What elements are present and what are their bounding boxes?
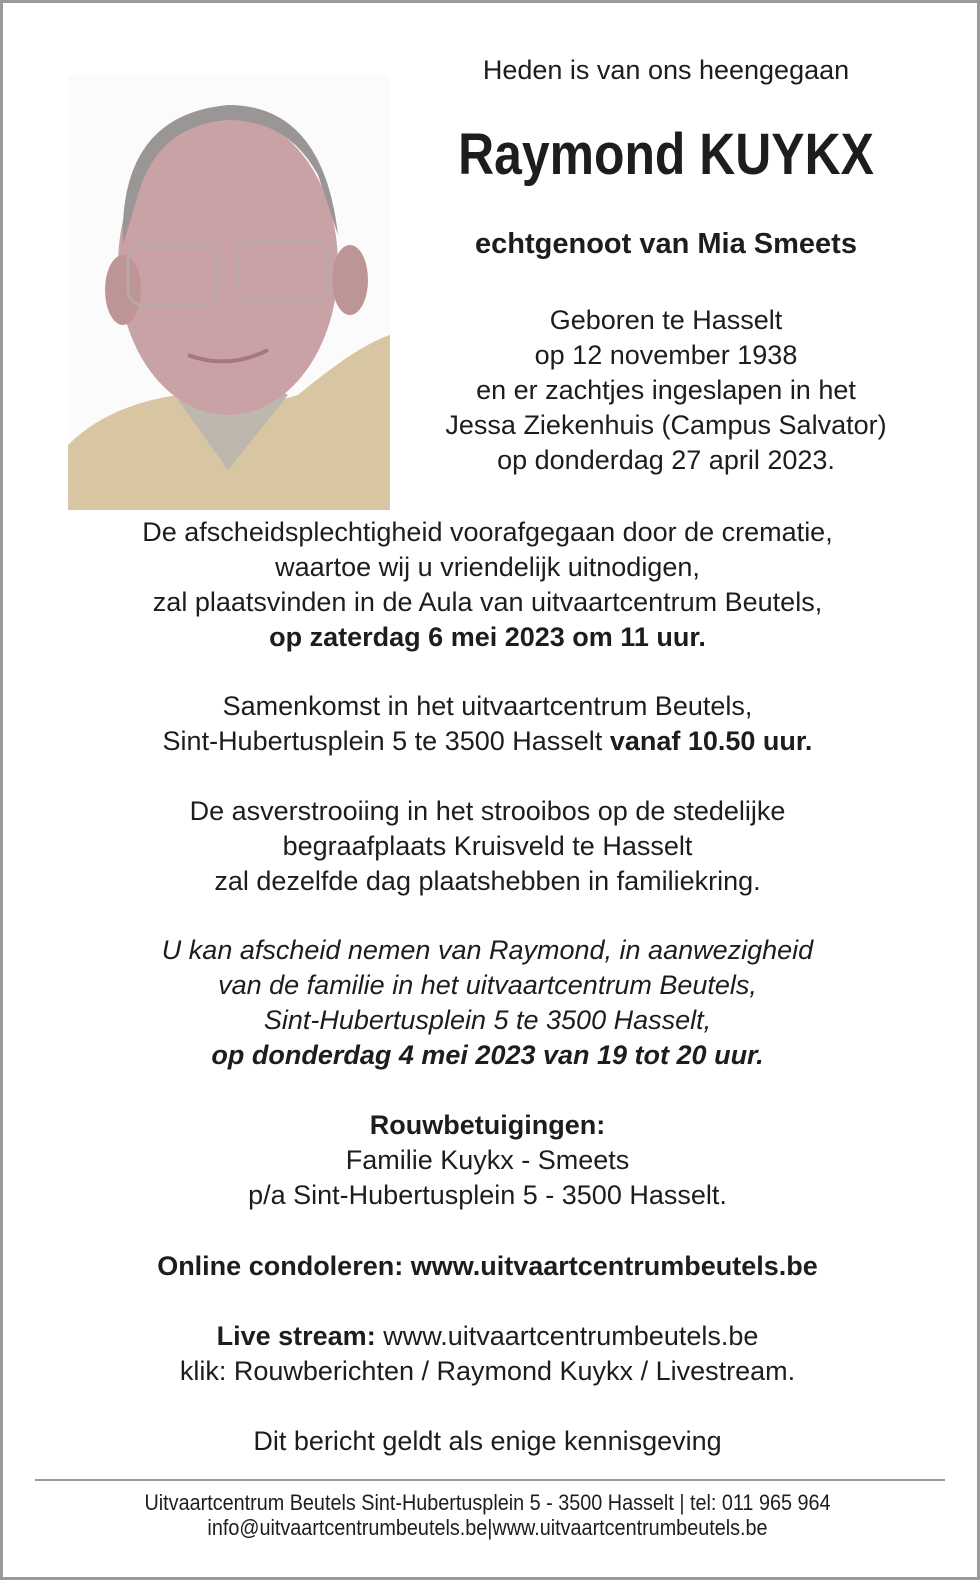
visit-date	[0, 1038, 975, 1073]
footer-contact: info@uitvaartcentrumbeutels.be|www.uitvaartcentrumbeutels.be	[207, 1515, 768, 1540]
visit-line: van de familie in het uitvaartcentrum Beutels,	[218, 970, 757, 1000]
ceremony-date-text: op zaterdag 6 mei 2023 om 11 uur.	[269, 622, 706, 652]
scattering-line: zal dezelfde dag plaatshebben in familiekring.	[214, 866, 761, 896]
birth-line: en er zachtjes ingeslapen in het	[476, 375, 856, 405]
ceremony-date	[0, 620, 975, 655]
birth-line: op donderdag 27 april 2023.	[497, 445, 835, 475]
portrait-photo	[68, 75, 390, 510]
visit-line: Sint-Hubertusplein 5 te 3500 Hasselt,	[263, 1005, 712, 1035]
gathering-time: vanaf 10.50 uur.	[609, 726, 813, 756]
birth-line: Geboren te Hasselt	[549, 305, 783, 335]
visit-date-text: op donderdag 4 mei 2023 van 19 tot 20 uur.	[211, 1040, 764, 1070]
footer-divider	[35, 1479, 945, 1481]
visit-line: U kan afscheid nemen van Raymond, in aanwezigheid	[161, 935, 814, 965]
gathering-address: Sint-Hubertusplein 5 te 3500 Hasselt	[162, 726, 603, 756]
ceremony-line: zal plaatsvinden in de Aula van uitvaartcentrum Beutels,	[152, 587, 823, 617]
live-stream-path: klik: Rouwberichten / Raymond Kuykx / Livestream.	[179, 1356, 796, 1386]
notice-text: Dit bericht geldt als enige kennisgeving	[253, 1426, 722, 1456]
birth-line: op 12 november 1938	[534, 340, 798, 370]
condolence-heading-text: Rouwbetuigingen:	[369, 1110, 606, 1140]
live-stream-line	[0, 1319, 975, 1354]
intro-text: Heden is van ons heengegaan	[482, 55, 850, 85]
footer-address: Uitvaartcentrum Beutels Sint-Hubertusplein 5 - 3500 Hasselt | tel: 011 965 964	[144, 1490, 831, 1515]
ceremony-line: De afscheidsplechtigheid voorafgegaan door de crematie,	[142, 517, 833, 547]
condolence-heading	[0, 1108, 975, 1143]
spouse-text: echtgenoot van Mia Smeets	[475, 228, 857, 260]
live-stream-link[interactable]: www.uitvaartcentrumbeutels.be	[383, 1321, 759, 1351]
online-condolence-link[interactable]: Online condoleren: www.uitvaartcentrumbeutels.be	[157, 1251, 818, 1281]
condolence-line: Familie Kuykx - Smeets	[345, 1145, 630, 1175]
ceremony-line: waartoe wij u vriendelijk uitnodigen,	[275, 552, 700, 582]
gathering-address-line	[0, 724, 975, 759]
condolence-line: p/a Sint-Hubertusplein 5 - 3500 Hasselt.	[248, 1180, 727, 1210]
live-stream-label: Live stream:	[216, 1321, 376, 1351]
birth-line: Jessa Ziekenhuis (Campus Salvator)	[445, 410, 887, 440]
online-condolence	[0, 1249, 975, 1284]
deceased-name: Raymond KUYKX	[458, 122, 874, 187]
scattering-line: begraafplaats Kruisveld te Hasselt	[282, 831, 693, 861]
scattering-line: De asverstrooiing in het strooibos op de stedelijke	[189, 796, 786, 826]
gathering-line: Samenkomst in het uitvaartcentrum Beutels,	[222, 691, 753, 721]
